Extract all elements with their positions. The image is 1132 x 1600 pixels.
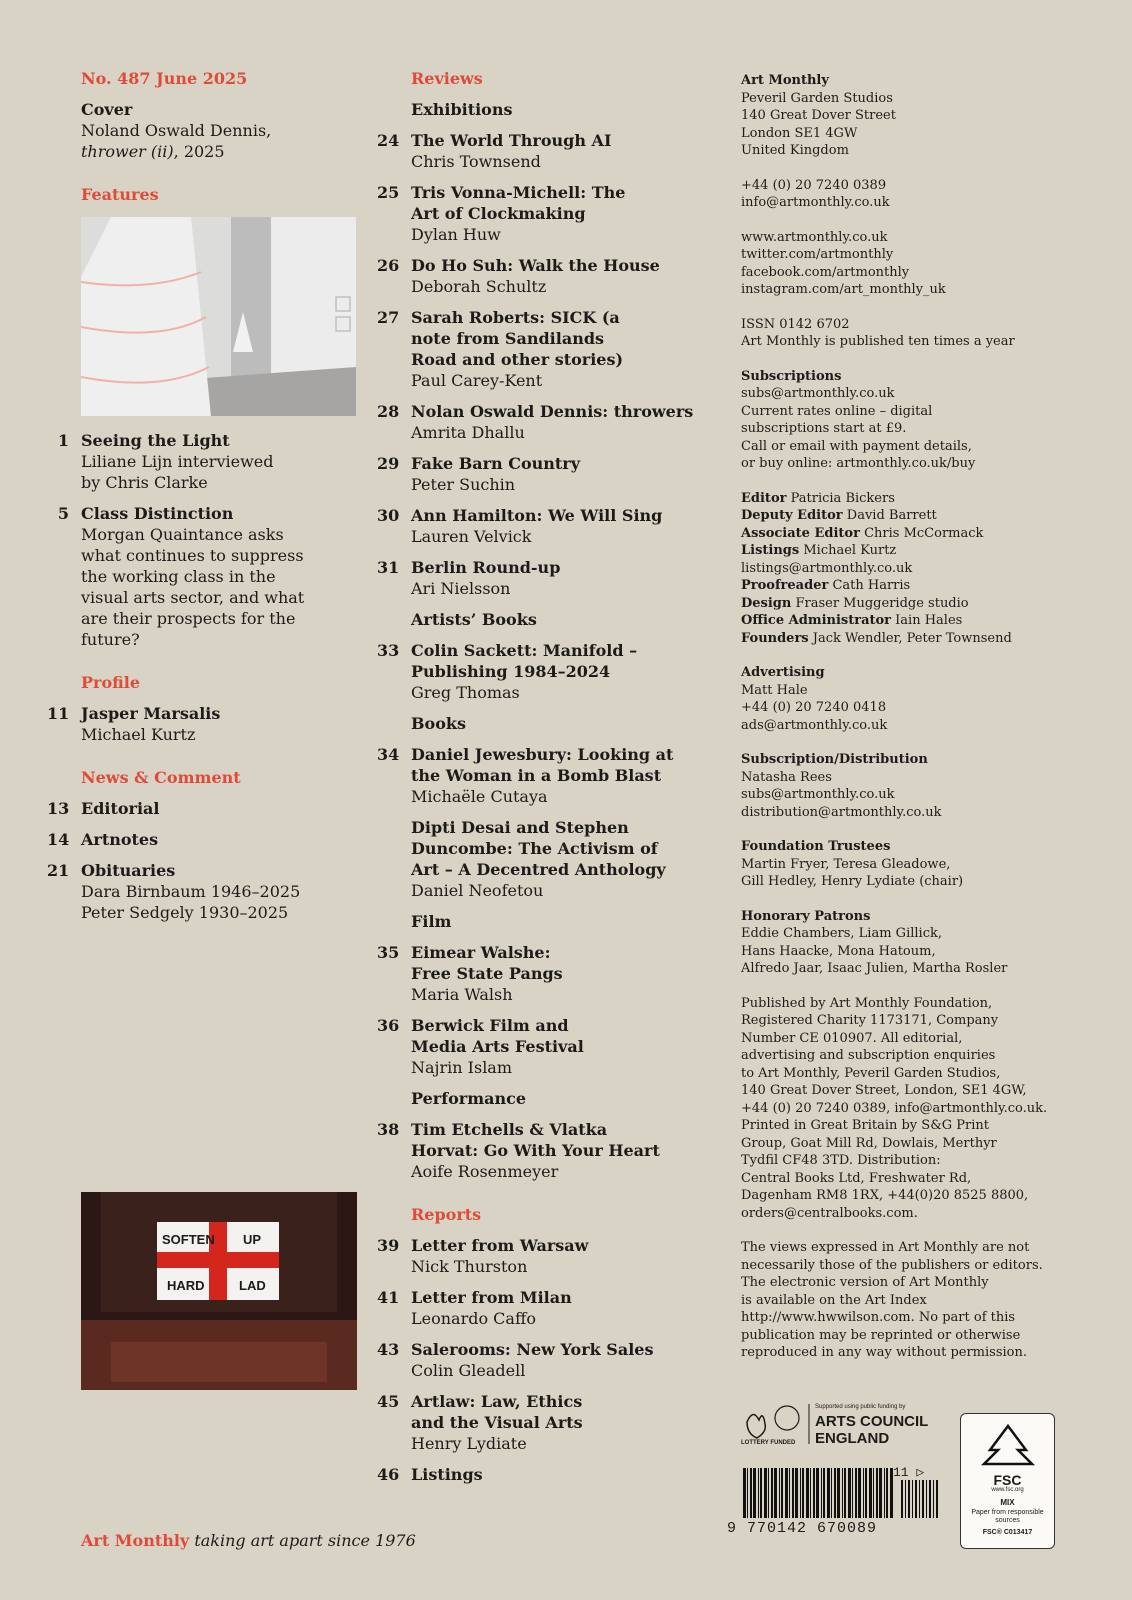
list-item[interactable]: 39 Letter from Warsaw Nick Thurston [377, 1236, 589, 1276]
instagram-link[interactable]: instagram.com/art_monthly_uk [741, 282, 946, 297]
list-item[interactable]: 28 Nolan Oswald Dennis: throwers Amrita Dhallu [377, 402, 694, 442]
svg-text:LOTTERY FUNDED: LOTTERY FUNDED [741, 1440, 796, 1446]
list-item[interactable]: 41 Letter from Milan Leonardo Caffo [377, 1288, 572, 1328]
footer-brand: Art Monthly [81, 1531, 190, 1550]
features-list [57, 430, 371, 650]
barcode-bar [905, 1480, 906, 1518]
barcode-bar [800, 1468, 801, 1518]
barcode-bar [929, 1480, 931, 1518]
info-email[interactable]: info@artmonthly.co.uk [741, 195, 890, 210]
list-item[interactable]: 33 Colin Sackett: Manifold – Publishing 1984–2024 Greg Thomas [377, 641, 638, 702]
list-item[interactable]: Dipti Desai and Stephen Duncombe: The Activism of Art – A Decentred Anthology Daniel Neofetou [411, 818, 666, 900]
patrons-block: Honorary Patrons Eddie Chambers, Liam Gillick, Hans Haacke, Mona Hatoum, Alfredo Jaar, Isaac Julien, Martha Rosler [741, 908, 1008, 976]
footer-tagline: taking art apart since 1976 [194, 1531, 416, 1550]
list-item[interactable]: 24 The World Through AI Chris Townsend [377, 131, 612, 171]
feature-photo [81, 217, 356, 416]
books-heading: Books [411, 714, 466, 733]
barcode-bar [855, 1468, 857, 1518]
barcode-bar [915, 1480, 917, 1518]
barcode-bar [774, 1468, 777, 1518]
artists-books-heading: Artists’ Books [411, 610, 537, 629]
barcode-bar [821, 1468, 822, 1518]
barcode-bar [908, 1480, 910, 1518]
list-item[interactable]: 11 Jasper Marsalis Michael Kurtz [47, 704, 221, 744]
list-item[interactable]: 38 Tim Etchells & Vlatka Horvat: Go With Your Heart Aoife Rosenmeyer [377, 1120, 660, 1181]
list-item[interactable]: 35 Eimear Walshe: Free State Pangs Maria Walsh [377, 943, 563, 1004]
barcode-bar [813, 1468, 815, 1518]
published-block: Published by Art Monthly Foundation, Registered Charity 1173171, Company Number CE 010907. All editorial, advertising and subscription enquiries to Art Monthly, Peveril Garden Studios, 140 Great Dover Street, London, SE1 4GW, +44 (0) 20 7240 0389, info@artmonthly.co.uk. Printed in Great Britain by S&G Print Group, Goat Mill Rd, Dowlais, Merthyr Tydfil CF48 3TD. Distribution: Central Books Ltd, Freshwater Rd, Dagenham RM8 1RX, +44(0)20 8525 8800, orders@centralbooks.com. [741, 995, 1048, 1221]
barcode-bar [869, 1468, 872, 1518]
barcode-bar [879, 1468, 882, 1518]
barcode-bar [933, 1480, 934, 1518]
column-middle [377, 68, 697, 1495]
cover-credit [81, 99, 371, 162]
barcode-bar [750, 1468, 752, 1518]
list-item[interactable]: 13 Editorial [47, 799, 160, 818]
cover-artist: Noland Oswald Dennis, [81, 121, 272, 140]
list-item[interactable]: 43 Salerooms: New York Sales Colin Gleadell [377, 1340, 654, 1380]
column-left [47, 68, 371, 933]
contact-block: +44 (0) 20 7240 0389 info@artmonthly.co.uk [741, 177, 890, 210]
barcode-bar [792, 1468, 794, 1518]
svg-text:ARTS COUNCIL: ARTS COUNCIL [815, 1413, 929, 1430]
installation-image [81, 217, 356, 416]
subscriptions-block: Subscriptions subs@artmonthly.co.uk Current rates online – digital subscriptions start at £9. Call or email with payment details, or buy online: artmonthly.co.uk/buy [741, 368, 976, 471]
barcode-bar [852, 1468, 853, 1518]
barcode-bar [779, 1468, 780, 1518]
barcode-bar [743, 1468, 746, 1518]
footer [81, 1531, 416, 1550]
barcode-bar [795, 1468, 798, 1518]
barcode-bar [827, 1468, 830, 1518]
list-item[interactable]: 5 Class Distinction Morgan Quaintance asks what continues to suppress the working class in the visual arts sector, and what are their prospects for the future? [57, 504, 305, 649]
list-item[interactable]: 34 Daniel Jewesbury: Looking at the Woman in a Bomb Blast Michaële Cutaya [377, 745, 674, 806]
barcode-bar [873, 1468, 874, 1518]
column-right [741, 72, 1101, 1379]
barcode-bar [922, 1480, 924, 1518]
barcode-bar [806, 1468, 809, 1518]
barcode-bar [823, 1468, 825, 1518]
list-item[interactable]: 30 Ann Hamilton: We Will Sing Lauren Velvick [377, 506, 663, 546]
facebook-link[interactable]: facebook.com/artmonthly [741, 264, 910, 280]
barcode-bar [816, 1468, 819, 1518]
website-link[interactable]: www.artmonthly.co.uk [741, 229, 888, 245]
barcode-bar [936, 1480, 938, 1518]
list-item[interactable]: 26 Do Ho Suh: Walk the House Deborah Schultz [377, 256, 660, 296]
barcode-bar [747, 1468, 748, 1518]
list-item[interactable]: 1 Seeing the Light Liliane Lijn interviewed by Chris Clarke [57, 431, 274, 492]
svg-text:Supported using public funding: Supported using public funding by [815, 1404, 906, 1410]
barcode-bar [844, 1468, 846, 1518]
lottery-logo-icon [741, 1400, 951, 1448]
list-item[interactable]: 45 Artlaw: Law, Ethics and the Visual Arts Henry Lydiate [377, 1392, 583, 1453]
flag-word-hard: HARD [167, 1278, 205, 1293]
barcode-bar [848, 1468, 851, 1518]
barcode-addon: 11 ▷ [893, 1465, 925, 1480]
advertising-block: Advertising Matt Hale +44 (0) 20 7240 0418 ads@artmonthly.co.uk [741, 665, 888, 733]
list-item[interactable]: 25 Tris Vonna-Michell: The Art of Clockmaking Dylan Huw [377, 183, 626, 244]
barcode-bar [831, 1468, 832, 1518]
list-item[interactable]: 46 Listings [377, 1465, 483, 1484]
issue-number: No. 487 June 2025 [81, 69, 248, 88]
flag-word-up: UP [243, 1232, 262, 1247]
barcode-bar [865, 1468, 867, 1518]
list-item[interactable]: 21 Obituaries Dara Birnbaum 1946–2025 Peter Sedgely 1930–2025 [47, 861, 301, 922]
profile-heading: Profile [81, 673, 141, 692]
news-heading: News & Comment [81, 768, 241, 787]
barcode-bar [834, 1468, 836, 1518]
exhibitions-heading: Exhibitions [411, 100, 513, 119]
barcode-bar [876, 1468, 878, 1518]
web-block [741, 229, 1101, 299]
barcode-bar [768, 1468, 769, 1518]
barcode-bar [802, 1468, 804, 1518]
barcode-bar [926, 1480, 927, 1518]
arts-council-logo [741, 1400, 951, 1448]
flag-word-lad: LAD [239, 1278, 266, 1293]
trustees-block: Foundation Trustees Martin Fryer, Teresa Gleadowe, Gill Hedley, Henry Lydiate (chair) [741, 839, 964, 889]
flag-word-soften: SOFTEN [162, 1232, 215, 1247]
address-block: Art Monthly Peveril Garden Studios 140 Great Dover Street London SE1 4GW United Kingdom [741, 73, 896, 158]
flag-image [81, 1192, 357, 1390]
barcode-bar [837, 1468, 840, 1518]
barcode-bar [886, 1468, 888, 1518]
barcode-bar [912, 1480, 913, 1518]
reviews-heading: Reviews [411, 69, 483, 88]
barcode-bar [771, 1468, 773, 1518]
barcode-bar [760, 1468, 762, 1518]
barcode-bar [753, 1468, 756, 1518]
barcode-bar [758, 1468, 759, 1518]
barcode-bar [842, 1468, 843, 1518]
barcode-bar [919, 1480, 920, 1518]
cover-work: thrower (ii), 2025 [81, 142, 225, 161]
list-item[interactable]: 27 Sarah Roberts: SICK (a note from Sandilands Road and other stories) Paul Carey-Kent [377, 308, 624, 390]
barcode-bar [858, 1468, 861, 1518]
barcode-bar [764, 1468, 767, 1518]
barcode-number: 9 770142 670089 [727, 1520, 878, 1537]
fsc-logo: FSC www.fsc.org MIX Paper from responsible sources FSC® C013417 [960, 1413, 1055, 1549]
flag-photo [81, 1192, 357, 1390]
barcode-bar [781, 1468, 783, 1518]
list-item[interactable]: 31 Berlin Round-up Ari Nielsson [377, 558, 561, 598]
svg-text:ENGLAND: ENGLAND [815, 1430, 890, 1447]
barcode-bar [789, 1468, 790, 1518]
list-item[interactable]: 36 Berwick Film and Media Arts Festival Najrin Islam [377, 1016, 584, 1077]
cover-heading: Cover [81, 100, 133, 119]
list-item[interactable]: 14 Artnotes [47, 830, 159, 849]
performance-heading: Performance [411, 1089, 527, 1108]
reports-heading: Reports [411, 1205, 482, 1224]
distribution-block: Subscription/Distribution Natasha Rees subs@artmonthly.co.uk distribution@artmonthly.co.uk [741, 752, 942, 820]
barcode-bar [884, 1468, 885, 1518]
fsc-tree-icon [978, 1422, 1038, 1468]
barcode-bar [901, 1480, 903, 1518]
barcode-bar [810, 1468, 811, 1518]
list-item[interactable]: 29 Fake Barn Country Peter Suchin [377, 454, 580, 494]
barcode-bar [863, 1468, 864, 1518]
barcode-bar [785, 1468, 788, 1518]
twitter-link[interactable]: twitter.com/artmonthly [741, 247, 894, 262]
features-heading: Features [81, 185, 159, 204]
staff-block: Editor Patricia Bickers Deputy Editor David Barrett Associate Editor Chris McCormack Listings Michael Kurtz listings@artmonthly.co.uk Proofreader Cath Harris Design Fraser Muggeridge studio Office Administrator Iain Hales Founders Jack Wendler, Peter Townsend [741, 490, 1012, 646]
views-block: The views expressed in Art Monthly are not necessarily those of the publishers or editors. The electronic version of Art Monthly is available on the Art Index http://www.hwwilson.com. No part of this publication may be reprinted or otherwise reproduced in any way without permission. [741, 1240, 1043, 1360]
film-heading: Film [411, 912, 452, 931]
issn-block: ISSN 0142 6702 Art Monthly is published ten times a year [741, 316, 1015, 349]
